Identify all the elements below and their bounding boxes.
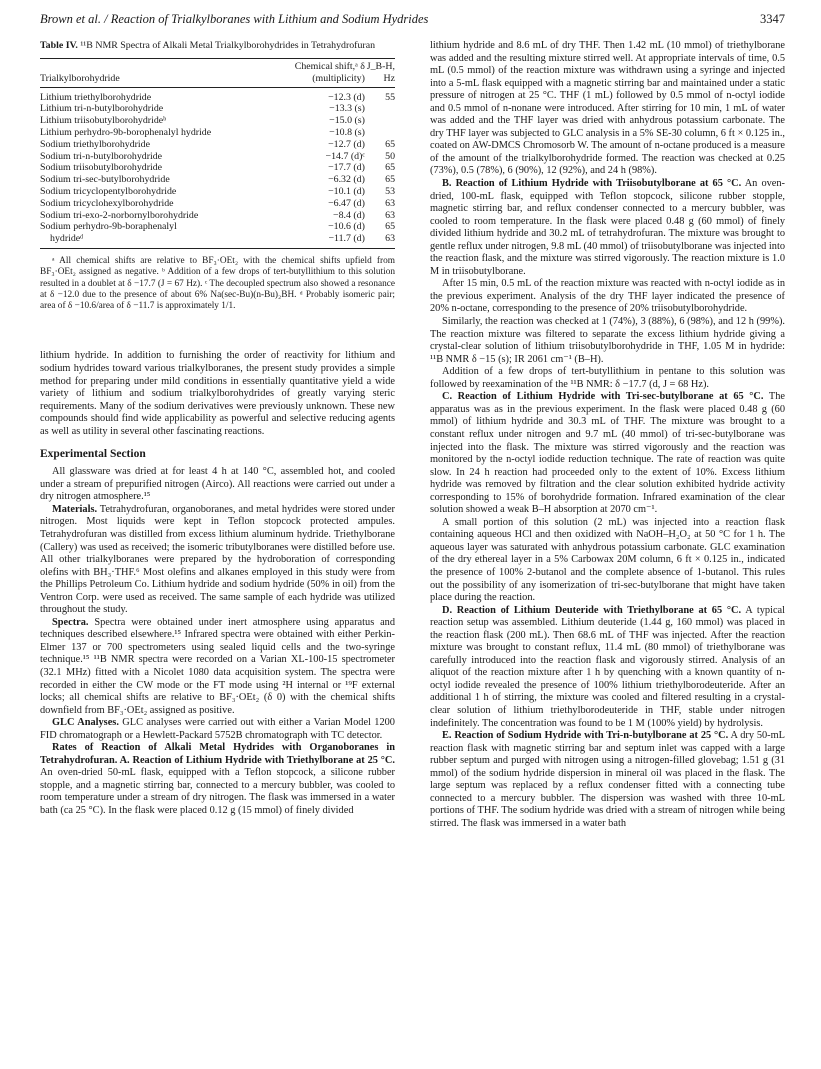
table-label: Table IV. (40, 40, 78, 51)
cell-shift: −12.3 (d) (328, 91, 365, 103)
cell-name: Sodium tri-sec-butylborohydride (40, 174, 170, 186)
run-in-head: C. Reaction of Lithium Hydride with Tri-sec-butylborane at 65 °C. (442, 391, 764, 403)
table-row (40, 198, 395, 210)
paragraph-text: An oven-dried 50-mL flask, equipped with a Teflon stopcock, a silicone rubber stopple, and a magnetic stirring bar, connected to a mercury bubbler, was cooled to room temperature under a stream of dry nitrogen. The flask was immersed in a water bath (ca 25 °C). In the flask were placed 0.12 g (15 mmol) of finely divided (40, 767, 395, 817)
paragraph-text: Spectra were obtained under inert atmosphere using apparatus and techniques described elsewhere.¹⁵ Infrared spectra were obtained with either Perkin-Elmer 137 or 700 spectrometers using sealed liquid cells and the two-syringe technique.¹⁵ ¹¹B NMR spectra were recorded on a Varian XL-100-15 spectrometer (32.1 MHz) fitted with a Nicolet 1080 data acquisition system. The spectra were recorded in either the CW mode or the FT mode using ²H internal or ¹⁹F external locks; all chemical shifts are relative to BF₃·OEt₂ (δ 0) with the chemical shifts downfield from BF₃·OEt₂ assigned as positive. (40, 616, 395, 716)
cell-j: 65 (385, 162, 395, 174)
cell-shift: −13.3 (s) (329, 103, 365, 115)
section-b-paragraph (430, 178, 785, 278)
right-column (430, 40, 785, 830)
table-row (40, 139, 395, 151)
cell-shift: −11.7 (d) (281, 233, 365, 248)
cell-j: 63 (385, 197, 395, 209)
table-footnote: ᵃ All chemical shifts are relative to BF₃·OEt₂ with the chemical shifts upfield from BF₃·OEt₂ assigned as negative. ᵇ Addition of a few drops of tert-butyllithium to this solution resulted in a doublet at δ −17.7 (J = 67 Hz). ᶜ The decoupled spectrum also showed a resonance at δ −12.0 due to the presence of about 6% Na(sec-Bu)(n-Bu)₂BH. ᵈ Probably isomeric pair; area of δ −10.6/area of δ −11.7 is approximately 1/1. (40, 255, 395, 312)
table-caption-text: ¹¹B NMR Spectra of Alkali Metal Trialkylborohydrides in Tetrahydrofuran (80, 40, 376, 51)
nmr-table (40, 58, 395, 249)
cell-shift: −15.0 (s) (329, 115, 365, 127)
materials-paragraph (40, 504, 395, 617)
cell-j: 65 (385, 138, 395, 150)
cell-shift: −10.1 (d) (328, 185, 365, 197)
section-e-paragraph (430, 730, 785, 830)
body-paragraph: lithium hydride and 8.6 mL of dry THF. Then 1.42 mL (10 mmol) of triethylborane was added and the resulting mixture stirred well. At appropriate intervals of time, 0.5 mL (0.5 mmol) of the reaction mixture was withdrawn using a syringe and injected into a 5-mL flask equipped with a magnetic stirring bar and maintained under a static pressure of nitrogen at 25 °C. THF (1 mL) followed by 0.5 mmol of n-octyl iodide and 0.5 mmol of n-nonane were introduced. After stirring for 10 min, 1 mL of water was added and the THF layer was dried with anhydrous potassium carbonate. The dry THF layer was subjected to GLC analysis in a 5% SE-30 column, 6 ft × 0.125 in., coated on AW-DMCS Chromosorb W. The amount of n-octane produced is a measure of the amount of the trialkylborohydride formed. The reaction was checked at 0.25 (73%), 0.5 (78%), 6 (90%), 12 (92%), and 24 h (98%). (430, 40, 785, 177)
table-row (40, 127, 395, 139)
col-header-compound: Trialkylborohydride (40, 61, 281, 87)
cell-shift: −10.8 (s) (329, 126, 365, 138)
cell-name: hydrideᵈ (40, 233, 281, 248)
section-c-paragraph (430, 391, 785, 516)
table-caption (40, 40, 395, 52)
body-paragraph: Similarly, the reaction was checked at 1 (74%), 3 (88%), 6 (98%), and 12 h (99%). The reaction mixture was filtered to separate the excess lithium hydride giving a crystal-clear solution of lithium triisobutylborohydride in THF, 1.05 M in hydride: ¹¹B NMR δ −15 (s); IR 2061 cm⁻¹ (B–H). (430, 316, 785, 365)
table-row (40, 174, 395, 186)
left-column (40, 40, 395, 818)
cell-j: 65 (385, 174, 395, 186)
table-row (40, 233, 395, 248)
paragraph-text: An oven-dried, 100-mL flask, equipped with Teflon stopcock, silicone rubber stopple, magnetic stirring bar, and reflux condenser connected to a mercury bubbler, was cooled to room temperature. In the flask were placed 0.48 g (60 mmol) of finely divided lithium hydride and 30.2 mL of tetrahydrofuran. The mixture was brought to gentle reflux under nitrogen, 9.8 mL (40 mmol) of triisobutylborane was injected into the reaction flask, and the mixture was stirred vigorously. The reaction mixture is 1.0 M in triisobutylborane. (430, 178, 785, 277)
cell-name: Lithium tri-n-butylborohydride (40, 103, 164, 115)
table-row (40, 87, 395, 103)
table-row (40, 115, 395, 127)
cell-shift: −10.6 (d) (328, 221, 365, 233)
cell-shift: −17.7 (d) (328, 162, 365, 174)
body-paragraph: All glassware was dried at for least 4 h at 140 °C, assembled hot, and cooled under a stream of prepurified nitrogen (Airco). All reactions were carried out under a dry nitrogen atmosphere.¹⁵ (40, 466, 395, 503)
table-row (40, 162, 395, 174)
run-in-head: Materials. (52, 503, 98, 515)
spectra-paragraph (40, 617, 395, 717)
table-row (40, 151, 395, 163)
run-in-head: GLC Analyses. (52, 717, 119, 729)
paragraph-text: The apparatus was as in the previous experiment. In the flask were placed 0.48 g (60 mmol) of lithium hydride and 30.3 mL of THF. The mixture was brought to a constant reflux under nitrogen and 9.7 mL (40 mmol) of tri-sec-butylborane was injected into the flask. The mixture was stirred vigorously and the reaction was monitored by the n-octyl iodide reduction technique. The rate of reaction was quite slow. In 24 h reaction had proceeded only to the extent of 10%. Excess lithium hydride was removed by filtration and the clear solution exhibited hydride activity corresponding to 15% of borohydride formation. Infrared examination of the clear solution showed a weak B–H absorption at 2070 cm⁻¹. (430, 391, 785, 516)
cell-j: 63 (365, 233, 395, 248)
body-paragraph: After 15 min, 0.5 mL of the reaction mixture was reacted with n-octyl iodide as in the previous experiment. Analysis of the dry THF layer indicated the presence of 20% n-octane, corresponding to the presence of 20% triisobutylborohydride. (430, 278, 785, 315)
body-paragraph: Addition of a few drops of tert-butyllithium in pentane to this solution was followed by reexamination of the ¹¹B NMR: δ −17.7 (d, J = 68 Hz). (430, 366, 785, 390)
paragraph-text: A dry 50-mL reaction flask with magnetic stirring bar and septum inlet was capped with a large rubber septum and purged with nitrogen using a nitrogen-filled glovebag; 1.51 g (31 mmol) of the sodium hydride dispersion in mineral oil was placed in the flask. The large septum was replaced by a reflux condenser fitted with a connecting tube connected to a mercury bubbler. The dispersion was washed with three 10-mL portions of THF. The sodium hydride was dried with a stream of nitrogen while being stirred. The flask was immersed in a water bath (430, 730, 785, 829)
page-number: 3347 (760, 12, 785, 26)
running-title: Brown et al. / Reaction of Trialkylboranes with Lithium and Sodium Hydrides (40, 12, 429, 26)
cell-j: 50 (385, 150, 395, 162)
run-in-head: E. Reaction of Sodium Hydride with Tri-n-butylborane at 25 °C. (442, 730, 729, 742)
running-header (40, 10, 785, 30)
paragraph-text: Tetrahydrofuran, organoboranes, and metal hydrides were stored under nitrogen. Most liquids were kept in Teflon stopcock protected ampules. Tetrahydrofuran was distilled from excess lithium aluminum hydride. Triethylborane (Callery) was used as received; the isomeric tributylboranes were distilled before use. All other trialkylboranes were prepared by the hydroboration of corresponding olefins with BH₃·THF.⁶ Most olefins and alkanes employed in this study were from the Phillips Petroleum Co. Lithium hydride and sodium hydride (50% in oil) from the Ventron Corp. were used as received. The same sample of each hydride was utilized throughout the study. (40, 503, 395, 616)
cell-name: Lithium triisobutylborohydrideᵇ (40, 115, 167, 127)
body-paragraph: lithium hydride. In addition to furnishing the order of reactivity for lithium and sodium hydrides toward various trialkylboranes, the present study provides a simple method for preparing under mild conditions in essentially quantitative yield a wide variety of lithium and sodium trialkylborohydrides of greatly varying steric requirements. Many of the sodium derivatives were previously unknown. These new compounds should find wide applicability as powerful and selective reducing agents as well as utility in several other fascinating reactions. (40, 350, 395, 437)
cell-shift: −12.7 (d) (328, 138, 365, 150)
cell-j (365, 115, 395, 127)
cell-name: Sodium tricyclohexylborohydride (40, 197, 174, 209)
col-header-shift: Chemical shift,ᵃ δ (multiplicity) (281, 61, 365, 87)
cell-name: Lithium perhydro-9b-borophenalyl hydride (40, 126, 212, 138)
run-in-head: Rates of Reaction of Alkali Metal Hydrides with Organoboranes in Tetrahydrofuran. A. Reaction of Lithium Hydride with Triethylborane at 25 °C. (40, 742, 395, 766)
cell-name: Sodium tri-exo-2-norbornylborohydride (40, 209, 199, 221)
run-in-head: Spectra. (52, 616, 89, 628)
cell-shift: −8.4 (d) (333, 209, 365, 221)
paragraph-text: A typical reaction setup was assembled. Lithium deuteride (1.44 g, 160 mmol) was placed in the reaction flask (200 mL). Then 68.6 mL of THF was injected. After the reaction mixture was brought to constant reflux, 11.4 mL (80 mmol) of triethylborane was carefully introduced into the reaction flask and vigorously stirred. Analysis of an aliquot of the reaction mixture after 1 h by quenching with a known quantity of n-octyl iodide revealed the presence of 100% lithium triethylborodeuteride. After an additional 1 h of stirring, the mixture was cooled and filtered resulting in a crystal-clear solution of lithium triethylborodeuteride in THF, stable under nitrogen indefinitely. The concentration was found to be 1 M (100% yield) by hydrolysis. (430, 604, 785, 729)
cell-name: Sodium perhydro-9b-boraphenalyl (40, 221, 177, 233)
cell-name: Lithium triethylborohydride (40, 91, 152, 103)
glc-paragraph (40, 717, 395, 742)
cell-j (365, 103, 395, 115)
col-header-j: J_B-H, Hz (365, 61, 395, 87)
cell-j: 53 (385, 185, 395, 197)
cell-name: Sodium tricyclopentylborohydride (40, 185, 177, 197)
table-row (40, 103, 395, 115)
cell-name: Sodium triethylborohydride (40, 138, 150, 150)
section-title: Experimental Section (40, 448, 146, 461)
cell-name: Sodium tri-n-butylborohydride (40, 150, 163, 162)
run-in-head: D. Reaction of Lithium Deuteride with Triethylborane at 65 °C. (442, 604, 742, 616)
cell-shift: −6.47 (d) (328, 197, 365, 209)
cell-j: 63 (385, 209, 395, 221)
run-in-head: B. Reaction of Lithium Hydride with Triisobutylborane at 65 °C. (442, 178, 742, 190)
cell-j (365, 127, 395, 139)
cell-name: Sodium triisobutylborohydride (40, 162, 163, 174)
cell-j: 65 (385, 221, 395, 233)
rates-paragraph (40, 742, 395, 817)
cell-j: 55 (385, 91, 395, 103)
cell-shift: −6.32 (d) (328, 174, 365, 186)
paragraph-text: GLC analyses were carried out with either a Varian Model 1200 FID chromatograph or a Hewlett-Packard 5752B chromatograph with TC detector. (40, 717, 395, 741)
body-paragraph: A small portion of this solution (2 mL) was injected into a reaction flask containing aqueous HCl and then oxidized with NaOH–H₂O₂ at 50 °C for 1 h. The aqueous layer was saturated with anhydrous potassium carbonate. GLC examination of the dry ethereal layer in a 5% Carbowax 20M column, 6 ft × 0.125 in., indicated the presence of 100% 2-butanol and the complete absence of 1-butanol. This rules out the possibility of any isomerization of tri-sec-butylborane that might have taken place during the reaction. (430, 516, 785, 604)
table-row (40, 186, 395, 198)
table-row (40, 210, 395, 222)
table-row (40, 221, 395, 233)
section-d-paragraph (430, 605, 785, 730)
cell-shift: −14.7 (d)ᶜ (325, 150, 365, 162)
